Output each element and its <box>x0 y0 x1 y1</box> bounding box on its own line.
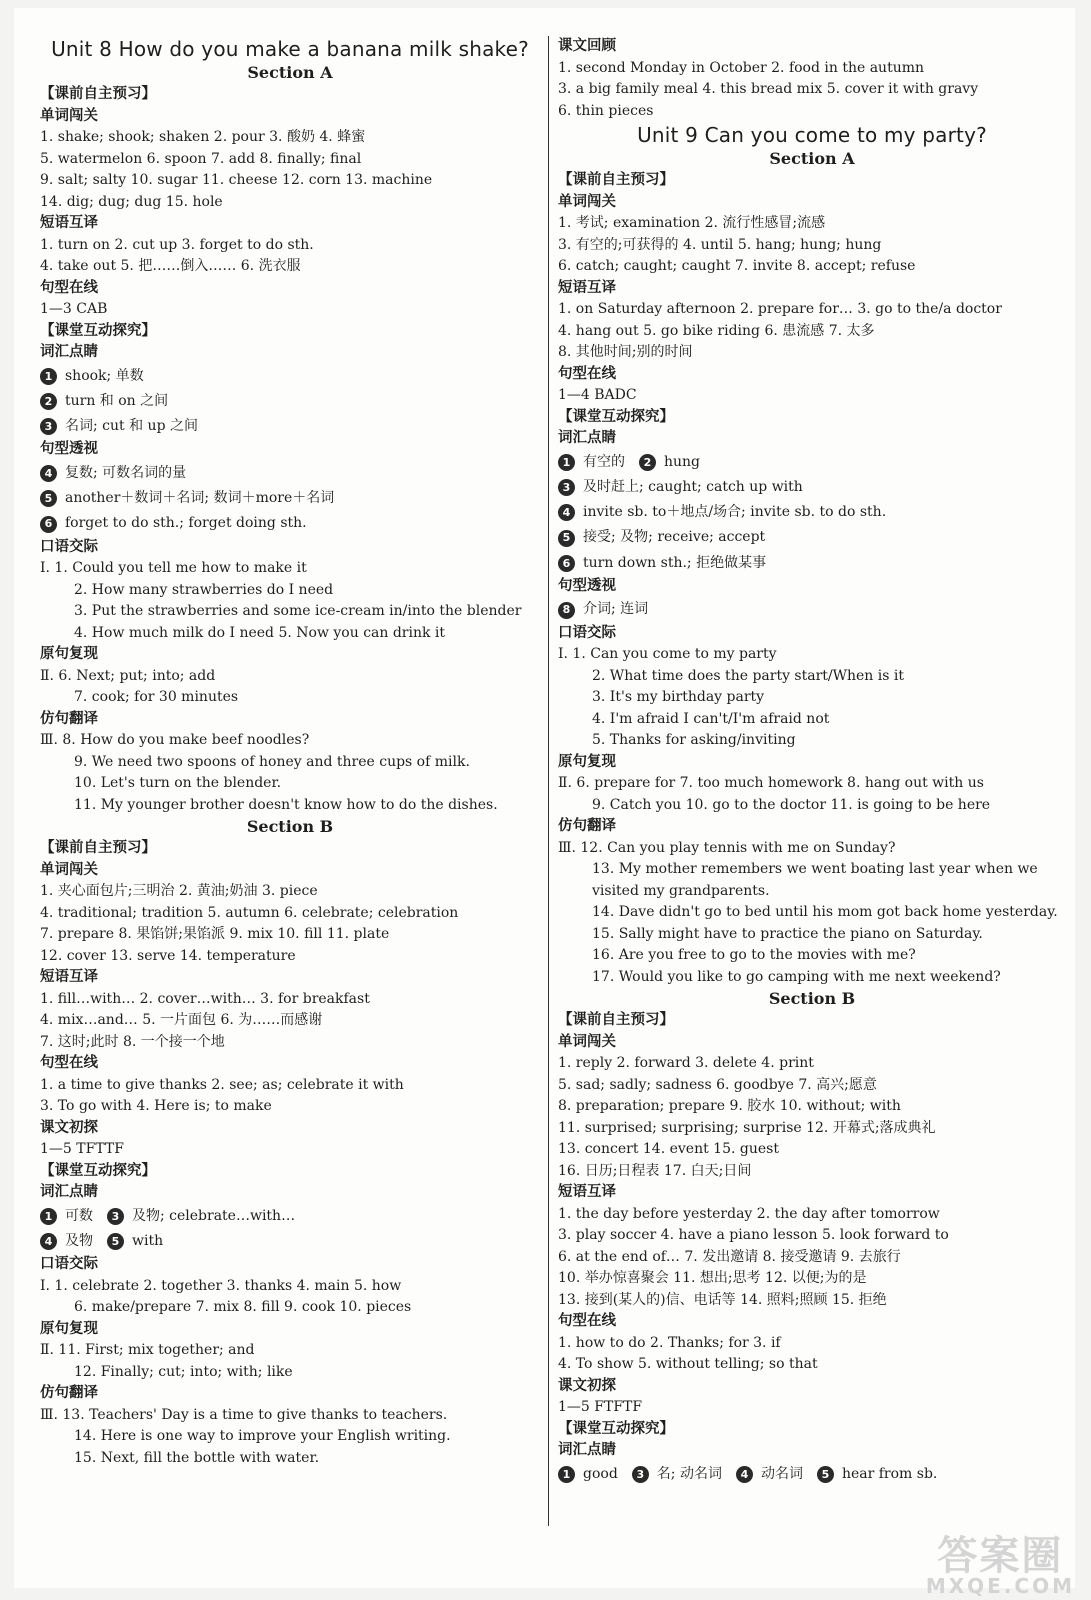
number-badge: 6 <box>40 516 57 533</box>
number-badge: 4 <box>40 465 57 482</box>
pattern-item <box>40 511 540 536</box>
answer-line: 1—5 TFTTF <box>40 1141 124 1158</box>
answer-line: 3. 有空的;可获得的 4. until 5. hang; hung; hung <box>558 236 882 253</box>
answer-line: Ⅱ. 11. First; mix together; and <box>40 1342 255 1359</box>
phrase-heading: 短语互译 <box>40 215 98 231</box>
vocab-item <box>558 450 1066 475</box>
answer-line: 3. It's my birthday party <box>592 689 765 706</box>
answer-line: 4. traditional; tradition 5. autumn 6. celebrate; celebration <box>40 904 459 921</box>
answer-line: 1. the day before yesterday 2. the day after tomorrow <box>558 1205 940 1222</box>
preview-heading: 【课前自主预习】 <box>40 840 156 857</box>
vocab-text: good <box>583 1465 618 1482</box>
pattern-item <box>40 461 540 486</box>
section-a-title: Section A <box>769 149 855 168</box>
section-a-title: Section A <box>247 63 333 82</box>
number-badge: 1 <box>40 368 57 385</box>
vocab-item <box>558 500 1066 525</box>
answer-line: 11. surprised; surprising; surprise 12. 开幕式;落成典礼 <box>558 1119 936 1136</box>
watermark-text: 答案圈 <box>937 1533 1064 1579</box>
number-badge: 4 <box>736 1466 753 1483</box>
number-badge: 5 <box>40 490 57 507</box>
answer-line: 11. My younger brother doesn't know how to do the dishes. <box>74 796 498 813</box>
answer-line: Ⅰ. 1. celebrate 2. together 3. thanks 4. main 5. how <box>40 1277 402 1294</box>
answer-line: Ⅱ. 6. prepare for 7. too much homework 8. hang out with us <box>558 775 984 792</box>
class-heading: 【课堂互动探究】 <box>558 1420 674 1437</box>
right-column <box>558 36 1066 1487</box>
answer-line: 1. 夹心面包片;三明治 2. 黄油;奶油 3. piece <box>40 883 318 900</box>
answer-line: 10. 举办惊喜聚会 11. 想出;思考 12. 以便;为的是 <box>558 1270 867 1287</box>
pattern-heading: 句型透视 <box>558 577 616 594</box>
phrase-heading: 短语互译 <box>40 969 98 986</box>
orig-heading: 原句复现 <box>40 646 98 663</box>
vocab-heading: 词汇点睛 <box>558 430 616 446</box>
answer-line: 3. Put the strawberries and some ice-cream in/into the blender <box>74 603 522 620</box>
section-b-title: Section B <box>246 817 334 837</box>
answer-line: 14. Dave didn't go to bed until his mom got back home yesterday. <box>592 904 1058 921</box>
vocab-text: shook; 单数 <box>65 367 144 384</box>
answer-line: 4. I'm afraid I can't/I'm afraid not <box>592 710 830 727</box>
answer-line: 10. Let's turn on the blender. <box>74 775 282 792</box>
vocab-text: invite sb. to＋地点/场合; invite sb. to do sth. <box>583 504 887 521</box>
orig-heading: 原句复现 <box>558 753 616 770</box>
number-badge: 1 <box>40 1208 57 1225</box>
answer-line: 4. take out 5. 把……倒入…… 6. 洗衣服 <box>40 258 301 274</box>
answer-line: 1—4 BADC <box>558 387 637 403</box>
answer-line: 7. prepare 8. 果馅饼;果馅派 9. mix 10. fill 11. plate <box>40 926 390 943</box>
pattern-text: forget to do sth.; forget doing sth. <box>65 515 307 532</box>
left-column <box>40 36 540 1469</box>
answer-line: 3. a big family meal 4. this bread mix 5. cover it with gravy <box>558 81 979 97</box>
number-badge: 3 <box>558 479 575 496</box>
text-heading: 课文初探 <box>558 1377 616 1394</box>
pattern-text: 介词; 连词 <box>583 601 649 618</box>
answer-line: 12. Finally; cut; into; with; like <box>74 1363 293 1380</box>
number-badge: 1 <box>558 454 575 471</box>
answer-line: Ⅲ. 8. How do you make beef noodles? <box>40 732 310 749</box>
vocab-item <box>558 525 1066 550</box>
column-divider <box>548 36 549 1526</box>
vocab-text: hung <box>664 453 701 470</box>
vocab-item <box>40 364 540 389</box>
answer-line: Ⅰ. 1. Can you come to my party <box>558 646 777 663</box>
vocab-text: 可数 <box>65 1207 93 1224</box>
pattern-text: 复数; 可数名词的量 <box>65 464 187 481</box>
vocab-text: 名; 动名词 <box>656 1465 722 1482</box>
orig-heading: 原句复现 <box>40 1320 98 1337</box>
vocab-text: 名词; cut 和 up 之间 <box>65 418 198 435</box>
answer-line: 1. turn on 2. cut up 3. forget to do sth. <box>40 236 314 253</box>
vocab-text: hear from sb. <box>841 1465 938 1482</box>
number-badge: 4 <box>40 1233 57 1250</box>
number-badge: 6 <box>558 555 575 572</box>
vocab-text: 及时赶上; caught; catch up with <box>583 478 803 495</box>
vocab-heading: 词汇点睛 <box>40 1184 98 1201</box>
number-badge: 3 <box>632 1466 649 1483</box>
phrase-heading: 短语互译 <box>558 279 616 296</box>
answer-line: Ⅰ. 1. Could you tell me how to make it <box>40 560 307 577</box>
answer-line: Ⅱ. 6. Next; put; into; add <box>40 667 216 684</box>
answer-line: 6. make/prepare 7. mix 8. fill 9. cook 10. pieces <box>74 1299 412 1316</box>
answer-line: 5. sad; sadly; sadness 6. goodbye 7. 高兴;愿意 <box>558 1076 877 1093</box>
words-heading: 单词闯关 <box>558 193 616 210</box>
answer-line: 7. cook; for 30 minutes <box>74 689 239 706</box>
answer-line: 13. My mother remembers we went boating last year when we visited my grandparents. <box>592 861 1038 899</box>
pattern-text: another＋数词＋名词; 数词＋more＋名词 <box>65 490 335 507</box>
answer-line: 3. play soccer 4. have a piano lesson 5. look forward to <box>558 1227 949 1244</box>
number-badge: 2 <box>40 393 57 410</box>
vocab-text: 有空的 <box>583 453 625 470</box>
number-badge: 2 <box>639 454 656 471</box>
review-heading: 课文回顾 <box>558 38 616 54</box>
number-badge: 5 <box>558 530 575 547</box>
answer-line: Ⅲ. 13. Teachers' Day is a time to give thanks to teachers. <box>40 1406 448 1423</box>
words-heading: 单词闯关 <box>40 107 98 124</box>
answer-line: 1—5 FTFTF <box>558 1399 643 1416</box>
sentence-heading: 句型在线 <box>558 1313 616 1330</box>
vocab-text: with <box>132 1233 164 1250</box>
answer-line: 15. Sally might have to practice the piano on Saturday. <box>592 925 983 942</box>
vocab-heading: 词汇点睛 <box>40 344 98 360</box>
number-badge: 4 <box>558 504 575 521</box>
section-b-title: Section B <box>768 989 856 1009</box>
answer-line: 4. hang out 5. go bike riding 6. 患流感 7. 太多 <box>558 322 875 339</box>
answer-line: 2. How many strawberries do I need <box>74 581 334 598</box>
answer-line: 2. What time does the party start/When is it <box>592 667 904 684</box>
unit-8-title: Unit 8 How do you make a banana milk shake? <box>51 37 529 61</box>
class-heading: 【课堂互动探究】 <box>558 408 674 425</box>
oral-heading: 口语交际 <box>40 538 98 555</box>
oral-heading: 口语交际 <box>40 1256 98 1273</box>
oral-heading: 口语交际 <box>558 624 616 641</box>
answer-line: 6. catch; caught; caught 7. invite 8. accept; refuse <box>558 258 916 274</box>
watermark-url: MXQE.COM <box>925 1574 1075 1598</box>
text-heading: 课文初探 <box>40 1119 98 1136</box>
answer-line: 4. To show 5. without telling; so that <box>558 1356 818 1373</box>
pattern-item <box>558 597 1066 622</box>
answer-line: 1. a time to give thanks 2. see; as; celebrate it with <box>40 1076 404 1093</box>
answer-line: 1. shake; shook; shaken 2. pour 3. 酸奶 4. 蜂蜜 <box>40 129 366 145</box>
class-heading: 【课堂互动探究】 <box>40 322 156 339</box>
preview-heading: 【课前自主预习】 <box>40 86 156 102</box>
vocab-item <box>558 475 1066 500</box>
vocab-text: 及物; celebrate…with… <box>132 1207 296 1224</box>
answer-line: 13. concert 14. event 15. guest <box>558 1141 779 1158</box>
sentence-heading: 句型在线 <box>558 365 616 382</box>
trans-heading: 仿句翻译 <box>558 818 616 835</box>
answer-line: 16. 日历;日程表 17. 白天;日间 <box>558 1162 752 1179</box>
answer-line: 16. Are you free to go to the movies with me? <box>592 947 916 964</box>
number-badge: 8 <box>558 602 575 619</box>
words-heading: 单词闯关 <box>40 861 98 878</box>
answer-line: 6. thin pieces <box>558 102 654 119</box>
vocab-heading: 词汇点睛 <box>558 1442 616 1459</box>
answer-line: 1. reply 2. forward 3. delete 4. print <box>558 1055 814 1072</box>
answer-line: 1. 考试; examination 2. 流行性感冒;流感 <box>558 215 826 231</box>
answer-line: 9. Catch you 10. go to the doctor 11. is going to be here <box>592 796 991 813</box>
vocab-item <box>558 551 1066 576</box>
preview-heading: 【课前自主预习】 <box>558 172 674 188</box>
number-badge: 3 <box>107 1208 124 1225</box>
trans-heading: 仿句翻译 <box>40 710 98 727</box>
number-badge: 3 <box>40 418 57 435</box>
vocab-text: turn 和 on 之间 <box>65 392 169 409</box>
answer-line: 8. preparation; prepare 9. 胶水 10. without; with <box>558 1098 901 1115</box>
trans-heading: 仿句翻译 <box>40 1385 98 1402</box>
answer-line: 9. We need two spoons of honey and three cups of milk. <box>74 753 470 770</box>
answer-line: 1. second Monday in October 2. food in the autumn <box>558 59 925 76</box>
sentence-heading: 句型在线 <box>40 1055 98 1072</box>
phrase-heading: 短语互译 <box>558 1184 616 1201</box>
answer-line: 14. dig; dug; dug 15. hole <box>40 193 223 210</box>
vocab-text: 接受; 及物; receive; accept <box>583 529 766 546</box>
answer-line: 8. 其他时间;别的时间 <box>558 344 693 360</box>
pattern-item <box>40 486 540 511</box>
vocab-item <box>558 1462 1066 1487</box>
answer-line: 14. Here is one way to improve your English writing. <box>74 1428 451 1445</box>
vocab-item <box>40 1229 540 1254</box>
vocab-text: 及物 <box>65 1233 93 1250</box>
vocab-text: turn down sth.; 拒绝做某事 <box>583 554 767 571</box>
watermark-logo <box>925 1533 1075 1598</box>
answer-line: 15. Next, fill the bottle with water. <box>74 1449 320 1466</box>
answer-line: 3. To go with 4. Here is; to make <box>40 1098 272 1115</box>
answer-line: 17. Would you like to go camping with me next weekend? <box>592 968 1001 985</box>
answer-page <box>14 8 1075 1588</box>
answer-line: 1. fill…with… 2. cover…with… 3. for breakfast <box>40 990 370 1007</box>
words-heading: 单词闯关 <box>558 1033 616 1050</box>
preview-heading: 【课前自主预习】 <box>558 1012 674 1029</box>
answer-line: 1. how to do 2. Thanks; for 3. if <box>558 1334 781 1351</box>
answer-line: 12. cover 13. serve 14. temperature <box>40 947 296 964</box>
answer-line: 5. Thanks for asking/inviting <box>592 732 796 749</box>
sentence-heading: 句型在线 <box>40 279 98 296</box>
answer-line: 1—3 CAB <box>40 301 108 317</box>
pattern-heading: 句型透视 <box>40 441 98 458</box>
number-badge: 5 <box>817 1466 834 1483</box>
vocab-item <box>40 1204 540 1229</box>
answer-line: 1. on Saturday afternoon 2. prepare for… 3. go to the/a doctor <box>558 301 1002 317</box>
vocab-item <box>40 389 540 414</box>
answer-line: 7. 这时;此时 8. 一个接一个地 <box>40 1033 225 1050</box>
answer-line: 13. 接到(某人的)信、电话等 14. 照料;照顾 15. 拒绝 <box>558 1291 887 1308</box>
unit-9-title: Unit 9 Can you come to my party? <box>637 123 987 147</box>
vocab-item <box>40 414 540 439</box>
number-badge: 5 <box>107 1233 124 1250</box>
answer-line: Ⅲ. 12. Can you play tennis with me on Sunday? <box>558 839 896 856</box>
answer-line: 5. watermelon 6. spoon 7. add 8. finally; final <box>40 150 362 167</box>
answer-line: 6. at the end of… 7. 发出邀请 8. 接受邀请 9. 去旅行 <box>558 1248 901 1265</box>
answer-line: 4. mix…and… 5. 一片面包 6. 为……而感谢 <box>40 1012 323 1029</box>
number-badge: 1 <box>558 1466 575 1483</box>
answer-line: 9. salt; salty 10. sugar 11. cheese 12. corn 13. machine <box>40 172 433 188</box>
vocab-text: 动名词 <box>760 1465 803 1482</box>
answer-line: 4. How much milk do I need 5. Now you can drink it <box>74 624 446 641</box>
class-heading: 【课堂互动探究】 <box>40 1162 156 1179</box>
